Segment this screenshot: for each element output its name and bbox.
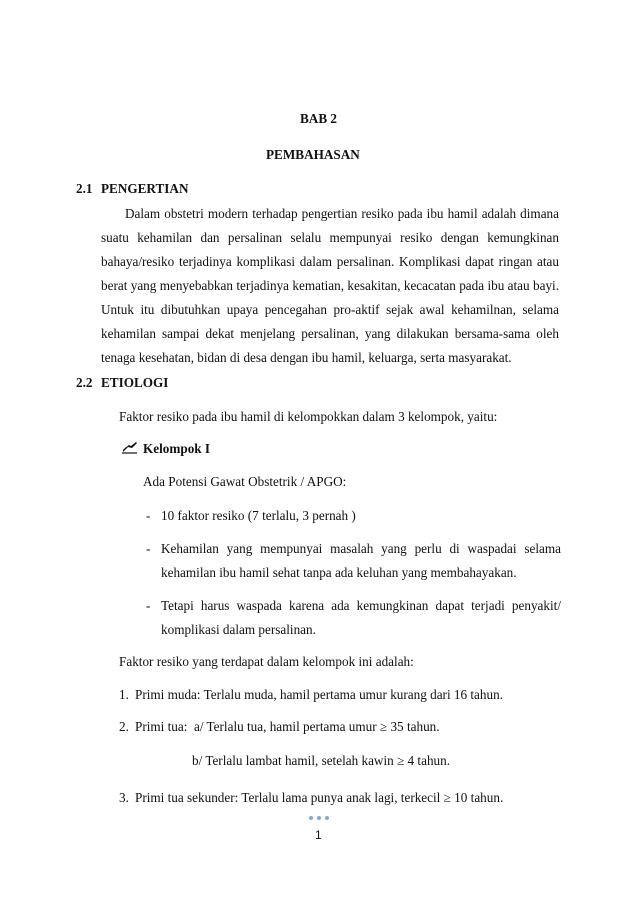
list-item-text: Primi tua: a/ Terlalu tua, hamil pertama umur ≥ 35 tahun. [135,719,440,734]
list-item-subtext: b/ Terlalu lambat hamil, setelah kawin ≥ 4 tahun. [192,753,451,768]
etiologi-intro: Faktor resiko pada ibu hamil di kelompokkan dalam 3 kelompok, yaitu: [119,409,498,424]
paragraph-line: suatu kehamilan dan persalinan selalu mempunyai resiko dengan kemungkinan [101,230,559,245]
section-title: PENGERTIAN [101,181,189,196]
chapter-heading: BAB 2 [300,111,338,126]
bullet-dash: - [146,598,151,613]
writing-hand-icon [122,440,138,454]
paragraph-line: kehamilan sampai dekat menjelang persalinan, yang dilakukan bersama-sama oleh [101,326,559,341]
list-number: 3. [119,790,129,805]
paragraph-line: Dalam obstetri modern terhadap pengertian resiko pada ibu hamil adalah dimana [125,206,559,221]
bullet-dash: - [146,541,151,556]
group-subtitle: Ada Potensi Gawat Obstetrik / APGO: [143,474,347,489]
factors-intro: Faktor resiko yang terdapat dalam kelompok ini adalah: [119,654,414,669]
footer-dots-ornament [309,816,329,820]
paragraph-line: Untuk itu dibutuhkan upaya pencegahan pro-aktif sejak awal kehamilnan, selama [101,302,559,317]
group-label: Kelompok I [143,441,211,456]
bullet-text: 10 faktor resiko (7 terlalu, 3 pernah ) [161,508,356,523]
list-item-text: Primi tua sekunder: Terlalu lama punya anak lagi, terkecil ≥ 10 tahun. [135,790,504,805]
list-number: 1. [119,687,129,702]
bullet-text-continued: kehamilan ibu hamil sehat tanpa ada keluhan yang membahayakan. [161,565,517,580]
page-number: 1 [315,828,322,842]
section-number: 2.1 [76,181,93,196]
section-number: 2.2 [76,375,93,390]
chapter-title: PEMBAHASAN [266,147,360,162]
paragraph-line: berat yang menyebabkan terjadinya kematian, kesakitan, kecacatan pada ibu atau bayi. [101,278,559,293]
bullet-text: Kehamilan yang mempunyai masalah yang perlu di waspadai selama [161,541,561,556]
bullet-text: Tetapi harus waspada karena ada kemungkinan dapat terjadi penyakit/ [161,598,561,613]
list-number: 2. [119,719,129,734]
bullet-text-continued: komplikasi dalam persalinan. [161,622,316,637]
section-title: ETIOLOGI [101,375,169,390]
list-item-text: Primi muda: Terlalu muda, hamil pertama umur kurang dari 16 tahun. [135,687,503,702]
paragraph-line: tenaga kesehatan, bidan di desa dengan ibu hamil, keluarga, serta masyarakat. [101,350,512,365]
paragraph-line: bahaya/resiko terjadinya komplikasi dalam persalinan. Komplikasi dapat ringan atau [101,254,559,269]
bullet-dash: - [146,508,151,523]
